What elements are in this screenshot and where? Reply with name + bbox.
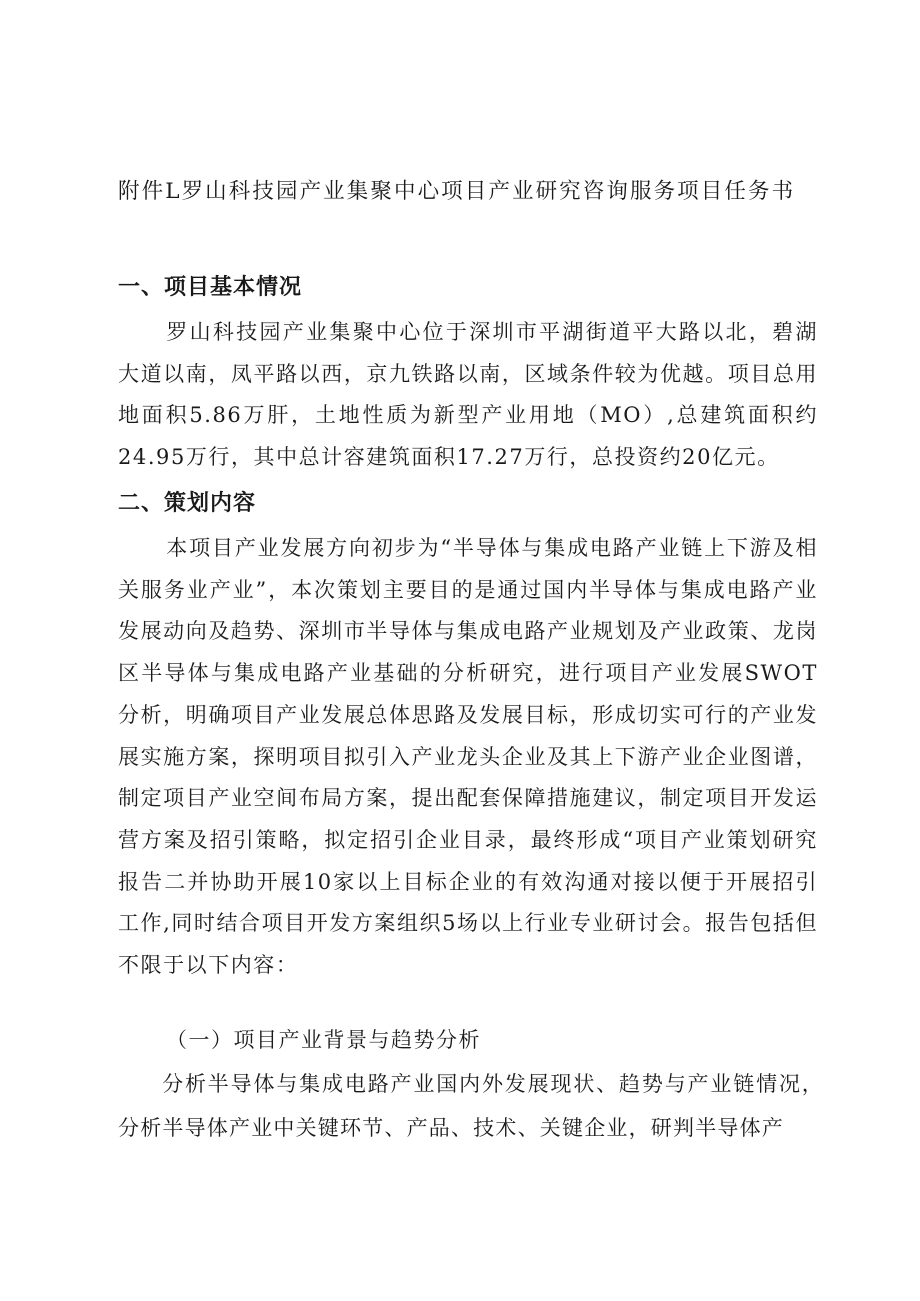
- section-paragraph-planning-content: 本项目产业发展方向初步为“半导体与集成电路产业链上下游及相关服务业产业”，本次策划主要目的是通过国内半导体与集成电路产业发展动向及趋势、深圳市半导体与集成电路产业规划及产业政策、龙岗区半导体与集成电路产业基础的分析研究，进行项目产业发展SWOT分析，明确项目产业发展总体思路及发展目标，形成切实可行的产业发展实施方案，探明项目拟引入产业龙头企业及其上下游产业企业图谱，制定项目产业空间布局方案，提出配套保障措施建议，制定项目开发运营方案及招引策略，拟定招引企业目录，最终形成“项目产业策划研究报告二并协助开展10家以上目标企业的有效沟通对接以便于开展招引工作,同时结合项目开发方案组织5场以上行业专业研讨会。报告包括但不限于以下内容：: [118, 536, 818, 978]
- section-heading-planning-content: 二、策划内容: [118, 491, 257, 516]
- subsection-paragraph-industry-background: 分析半导体与集成电路产业国内外发展现状、趋势与产业链情况，分析半导体产业中关键环节、产品、技术、关键企业，研判半导体产: [118, 1072, 824, 1140]
- subsection-heading-industry-background: （一）项目产业背景与趋势分析: [166, 1028, 481, 1052]
- document-title: 附件L罗山科技园产业集聚中心项目产业研究咨询服务项目任务书: [118, 179, 796, 204]
- section-paragraph-basic-info: 罗山科技园产业集聚中心位于深圳市平湖街道平大路以北，碧湖大道以南，凤平路以西，京九铁路以南，区域条件较为优越。项目总用地面积5.86万肝，土地性质为新型产业用地（MO）,总建筑面积约24.95万行，其中总计容建筑面积17.27万行，总投资约20亿元。: [118, 320, 818, 470]
- section-heading-basic-info: 一、项目基本情况: [118, 275, 303, 300]
